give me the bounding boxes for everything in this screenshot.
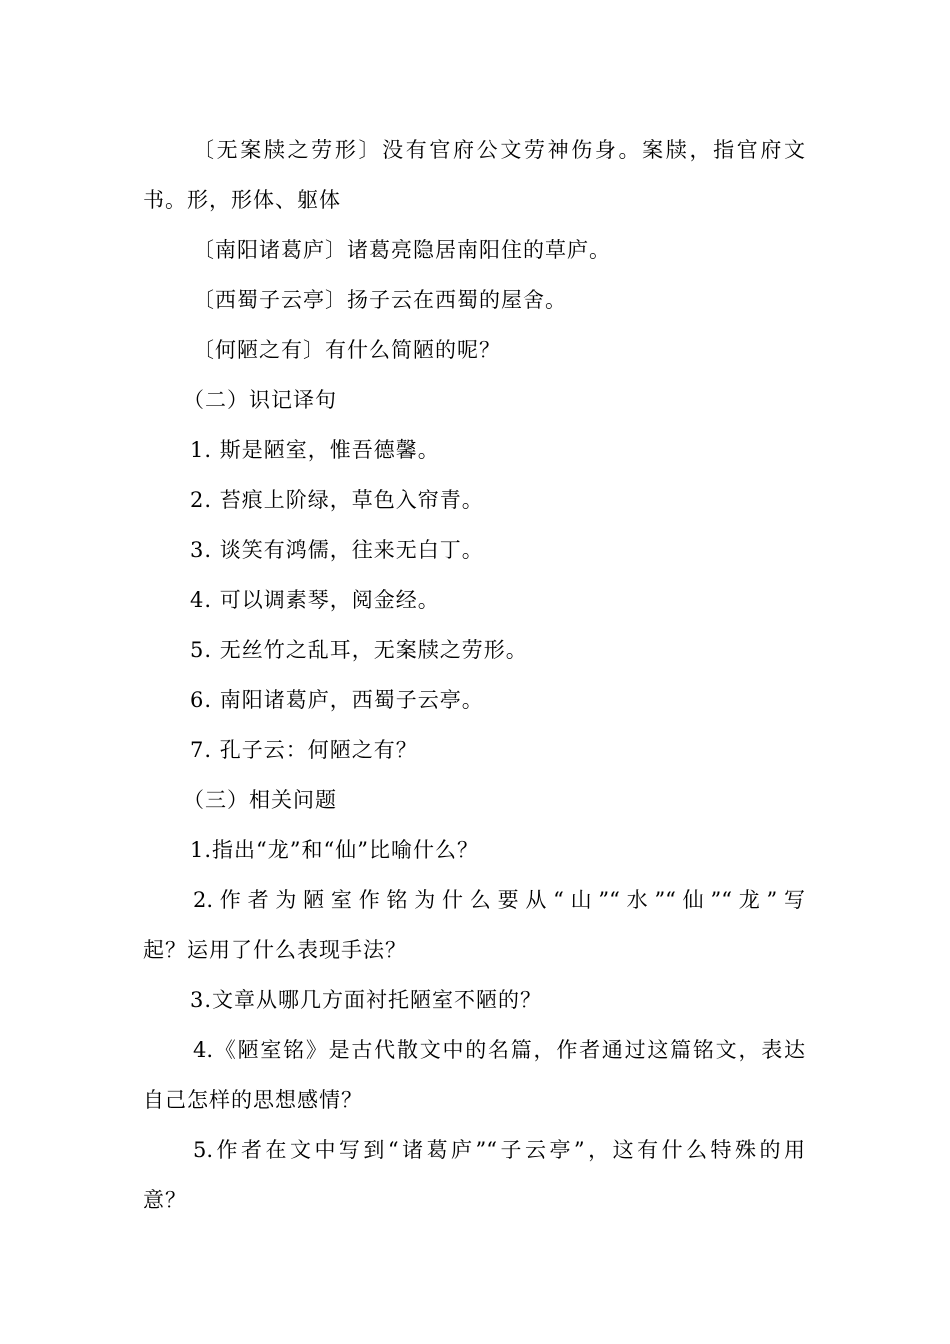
note-anduo-line2: 书。形，形体、躯体: [143, 188, 341, 212]
list-item-sentence-5: 5. 无丝竹之乱耳，无案牍之劳形。: [190, 638, 528, 662]
question-3: 3.文章从哪几方面衬托陋室不陋的？: [190, 988, 543, 1012]
list-item-sentence-6: 6. 南阳诸葛庐，西蜀子云亭。: [190, 688, 484, 712]
note-xishu: 〔西蜀子云亭〕扬子云在西蜀的屋舍。: [193, 288, 567, 312]
question-2-line2: 起？运用了什么表现手法？: [143, 938, 407, 962]
note-nanyang: 〔南阳诸葛庐〕诸葛亮隐居南阳住的草庐。: [193, 238, 611, 262]
list-item-sentence-4: 4. 可以调素琴，阅金经。: [190, 588, 440, 612]
section-heading-questions: （三）相关问题: [183, 788, 337, 812]
list-item-sentence-3: 3. 谈笑有鸿儒，往来无白丁。: [190, 538, 484, 562]
list-item-sentence-7: 7. 孔子云：何陋之有？: [190, 738, 418, 762]
question-5-line1: 5.作者在文中写到“诸葛庐”“子云亭”，这有什么特殊的用: [193, 1138, 805, 1162]
list-item-sentence-2: 2. 苔痕上阶绿，草色入帘青。: [190, 488, 484, 512]
question-1: 1.指出“龙”和“仙”比喻什么？: [190, 838, 479, 862]
note-helou: 〔何陋之有〕有什么简陋的呢？: [193, 338, 501, 362]
question-2-line1: 2.作者为陋室作铭为什么要从“山”“水”“仙”“龙”写: [193, 888, 805, 912]
section-heading-translate: （二）识记译句: [183, 388, 337, 412]
list-item-sentence-1: 1. 斯是陋室，惟吾德馨。: [190, 438, 440, 462]
question-4-line2: 自己怎样的思想感情？: [143, 1088, 363, 1112]
question-5-line2: 意？: [143, 1188, 187, 1212]
question-4-line1: 4.《陋室铭》是古代散文中的名篇，作者通过这篇铭文，表达: [193, 1038, 805, 1062]
note-anduo-line1: 〔无案牍之劳形〕没有官府公文劳神伤身。案牍，指官府文: [193, 138, 805, 162]
